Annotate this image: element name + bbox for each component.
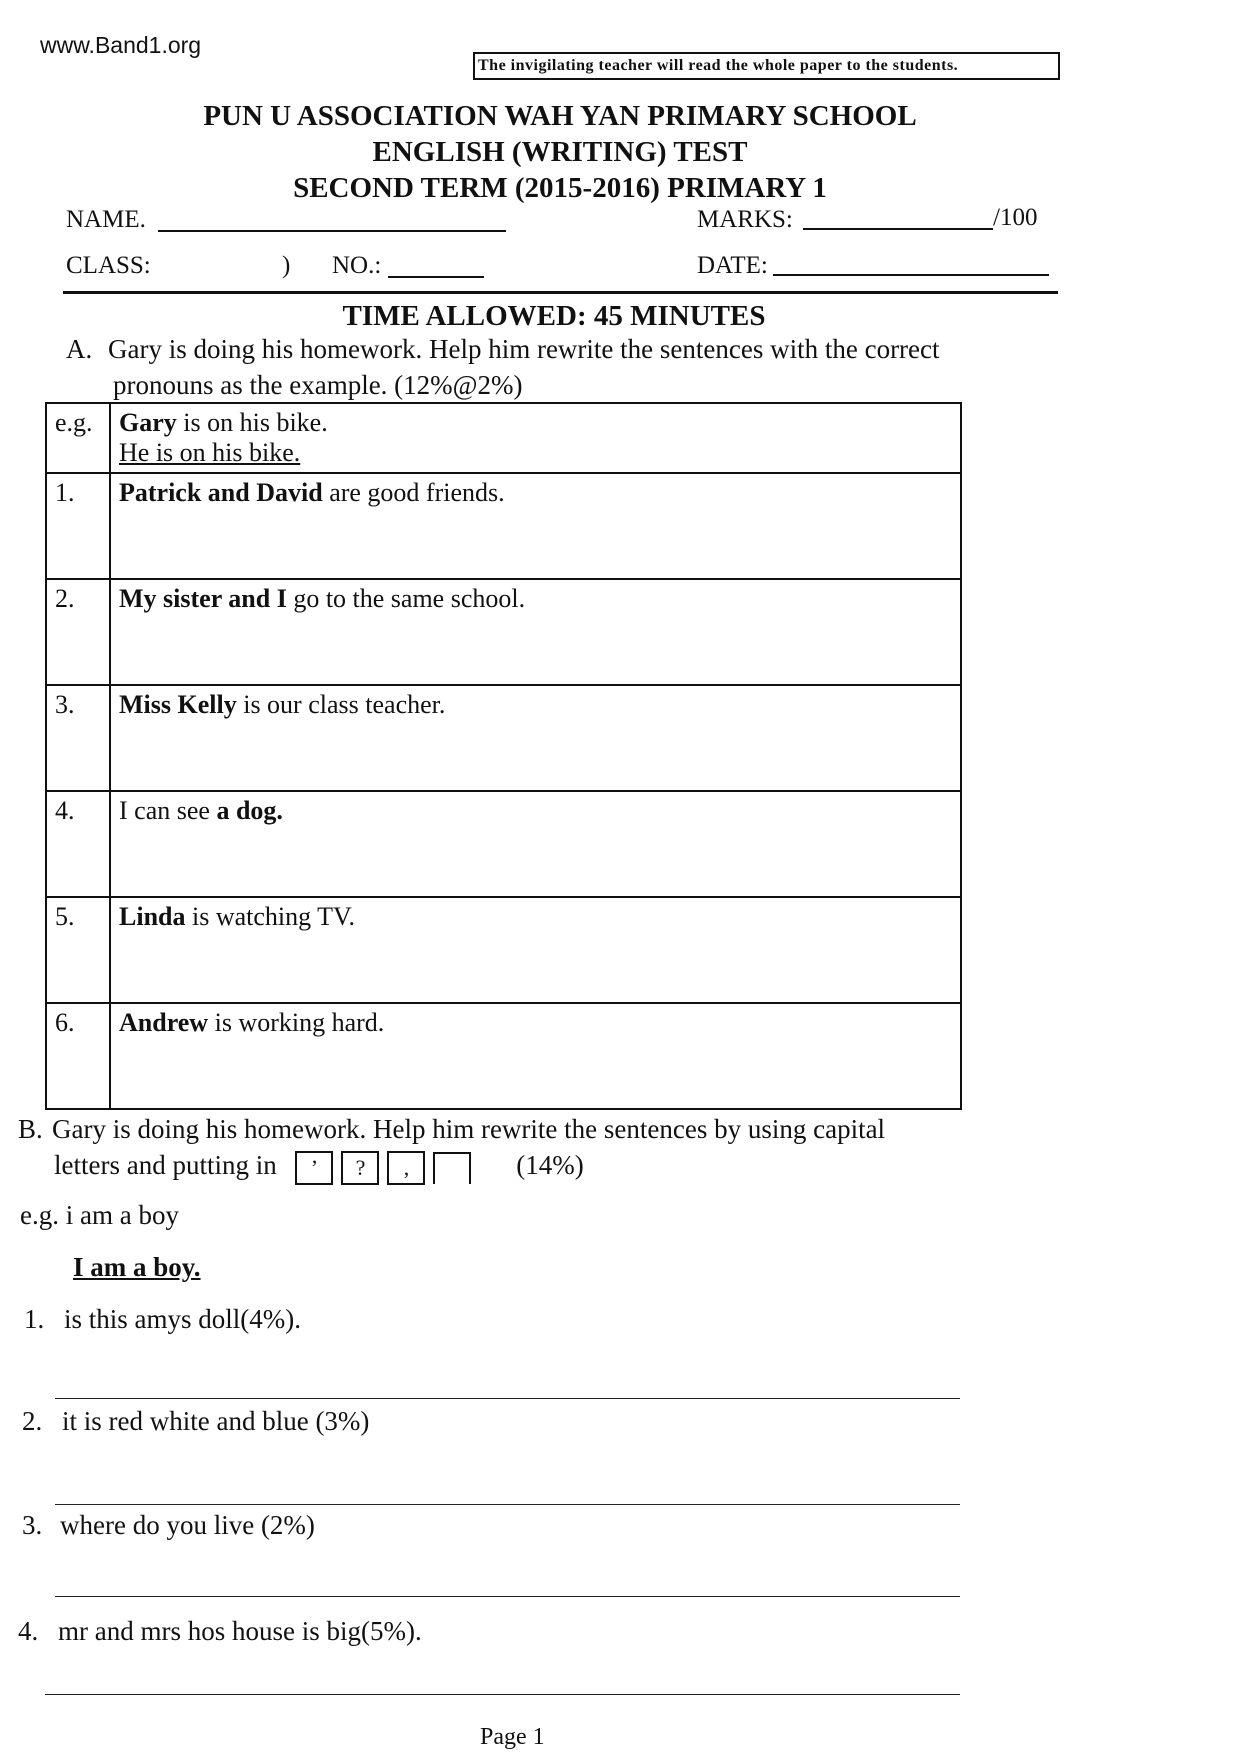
- section-b-label: B.: [18, 1114, 43, 1144]
- name-field[interactable]: [158, 230, 506, 232]
- sentence-rest: I can see: [119, 796, 217, 825]
- comma-box: ,: [387, 1151, 425, 1185]
- row-number: 2.: [46, 579, 110, 685]
- bold-object: a dog.: [216, 796, 283, 825]
- item-text: mr and mrs hos house is big(5%).: [58, 1616, 422, 1646]
- name-label: NAME.: [66, 206, 146, 233]
- table-row: [46, 791, 961, 897]
- item-number: 1.: [24, 1304, 45, 1334]
- pronoun-table: [45, 402, 962, 1110]
- page-number: Page 1: [480, 1724, 545, 1750]
- answer-cell[interactable]: [110, 897, 961, 1003]
- item-text: where do you live (2%): [60, 1510, 315, 1540]
- section-b-instruction: Gary is doing his homework. Help him rewrite the sentences by using capital: [52, 1114, 886, 1144]
- answer-cell[interactable]: [110, 1003, 961, 1109]
- item-text: it is red white and blue (3%): [62, 1406, 370, 1436]
- bold-subject: My sister and I: [119, 584, 287, 613]
- item-number: 3.: [22, 1510, 43, 1540]
- answer-line[interactable]: [45, 1694, 960, 1695]
- answer-cell[interactable]: [110, 685, 961, 791]
- answer-line[interactable]: [55, 1398, 960, 1399]
- bold-subject: Patrick and David: [119, 478, 323, 507]
- class-paren: ): [282, 252, 291, 279]
- marks-label: MARKS:: [697, 206, 793, 233]
- bold-subject: Linda: [119, 902, 186, 931]
- school-name: PUN U ASSOCIATION WAH YAN PRIMARY SCHOOL: [203, 100, 917, 132]
- row-number: 4.: [46, 791, 110, 897]
- sentence-rest: is our class teacher.: [236, 690, 446, 719]
- divider: [63, 291, 1058, 294]
- sentence-rest: go to the same school.: [286, 584, 526, 613]
- row-number: 5.: [46, 897, 110, 1003]
- answer-cell[interactable]: [110, 791, 961, 897]
- invigilator-notice: The invigilating teacher will read the whole paper to the students.: [473, 52, 1060, 80]
- answer-cell[interactable]: [110, 579, 961, 685]
- sentence-rest: are good friends.: [322, 478, 505, 507]
- date-field[interactable]: [773, 274, 1049, 276]
- time-allowed: TIME ALLOWED: 45 MINUTES: [342, 300, 766, 332]
- bold-subject: Andrew: [119, 1008, 209, 1037]
- table-row: [46, 1003, 961, 1109]
- sentence-rest: is on his bike.: [176, 408, 328, 437]
- sentence-rest: is working hard.: [208, 1008, 385, 1037]
- section-b-example: e.g. i am a boy: [20, 1200, 179, 1230]
- row-number: 1.: [46, 473, 110, 579]
- table-row: [46, 473, 961, 579]
- sentence-rest: is watching TV.: [185, 902, 355, 931]
- answer-line[interactable]: [55, 1504, 960, 1505]
- bold-subject: Miss Kelly: [119, 690, 237, 719]
- marks-total: /100: [993, 204, 1038, 231]
- row-number: 6.: [46, 1003, 110, 1109]
- question-mark-box: ?: [341, 1151, 379, 1185]
- table-row: [46, 897, 961, 1003]
- item-number: 4.: [18, 1616, 39, 1646]
- example-answer: He is on his bike.: [119, 438, 301, 467]
- answer-cell[interactable]: [110, 473, 961, 579]
- example-cell: [110, 403, 961, 473]
- apostrophe-box: ’: [295, 1151, 333, 1185]
- term-title: SECOND TERM (2015-2016) PRIMARY 1: [293, 172, 827, 204]
- date-label: DATE:: [697, 252, 768, 279]
- no-field[interactable]: [388, 276, 484, 278]
- row-number: 3.: [46, 685, 110, 791]
- class-label: CLASS:: [66, 252, 151, 279]
- instruction-text: letters and putting in: [54, 1150, 277, 1180]
- row-number: e.g.: [46, 403, 110, 473]
- full-stop-box: [433, 1152, 471, 1184]
- section-b-percent: (14%): [516, 1150, 584, 1180]
- table-row: [46, 403, 961, 473]
- item-text: is this amys doll(4%).: [64, 1304, 301, 1334]
- section-b-example-answer: I am a boy.: [73, 1252, 201, 1282]
- marks-field[interactable]: [803, 228, 993, 230]
- bold-subject: Gary: [119, 408, 177, 437]
- item-number: 2.: [22, 1406, 43, 1436]
- table-row: [46, 579, 961, 685]
- table-row: [46, 685, 961, 791]
- website-label: www.Band1.org: [40, 32, 202, 58]
- test-title: ENGLISH (WRITING) TEST: [372, 136, 748, 168]
- section-a-instruction: Gary is doing his homework. Help him rewrite the sentences with the correct: [108, 334, 940, 364]
- section-a-label: A.: [66, 334, 93, 364]
- section-a-instruction-2: pronouns as the example. (12%@2%): [113, 370, 523, 400]
- section-b-instruction-2: [54, 1150, 584, 1185]
- answer-line[interactable]: [55, 1596, 960, 1597]
- no-label: NO.:: [332, 252, 382, 279]
